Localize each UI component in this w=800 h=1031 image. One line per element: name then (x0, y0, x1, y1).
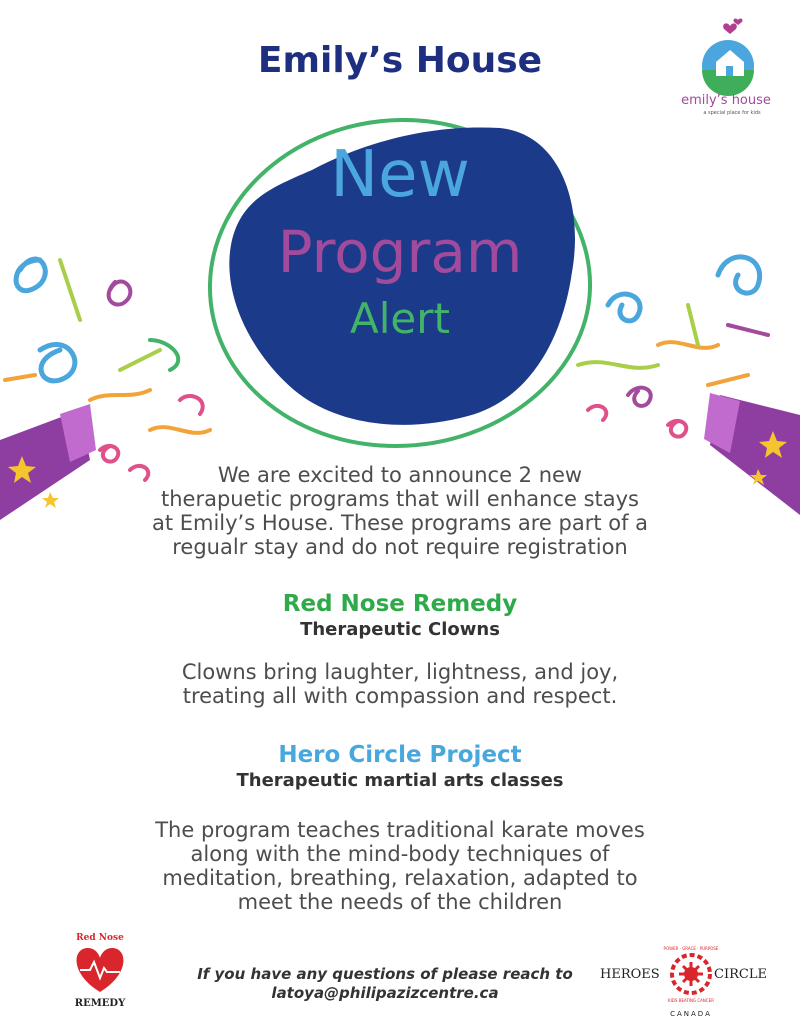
description-line: treating all with compassion and respect. (182, 684, 618, 708)
heroes-logo-right-text: CIRCLE (714, 967, 767, 982)
rednose-logo-bottom-text: REMEDY (74, 998, 126, 1009)
heroes-circle-logo (596, 940, 771, 1020)
intro-line: at Emily’s House. These programs are part of a (151, 511, 649, 535)
description-line: meet the needs of the children (237, 890, 563, 914)
heroes-logo-left-text: HEROES (600, 967, 660, 982)
rednose-logo-top-text: Red Nose (76, 933, 124, 943)
hero-word-new: New (330, 138, 470, 212)
page-title: Emily’s House (257, 40, 543, 81)
program-description-red-nose (0, 660, 800, 708)
new-program-alert-graphic (200, 112, 600, 452)
emily-logo-tagline: a special place for kids (703, 110, 761, 116)
red-nose-remedy-logo (60, 930, 140, 1010)
description-line: along with the mind-body techniques of (190, 842, 610, 866)
program-title-red-nose-remedy: Red Nose Remedy (282, 591, 518, 617)
emilys-house-logo (668, 18, 778, 118)
description-line: The program teaches traditional karate moves (155, 818, 645, 842)
hero-word-program: Program (277, 218, 523, 286)
contact-line: If you have any questions of please reach to (197, 965, 573, 983)
intro-line: therapuetic programs that will enhance stays (160, 487, 640, 511)
program-description-hero-circle (0, 818, 800, 914)
intro-paragraph (0, 463, 800, 559)
emily-logo-wordmark: emily’s house (681, 93, 771, 108)
program-subtitle-therapeutic-clowns: Therapeutic Clowns (300, 619, 500, 640)
program-subtitle-martial-arts: Therapeutic martial arts classes (236, 770, 564, 791)
program-title-hero-circle-project: Hero Circle Project (278, 742, 522, 768)
intro-line: regualr stay and do not require registration (172, 535, 628, 559)
description-line: meditation, breathing, relaxation, adapted to (162, 866, 638, 890)
contact-email[interactable]: latoya@philipazizcentre.ca (271, 984, 499, 1002)
heroes-logo-arc-bottom: KIDS BEATING CANCER (668, 998, 714, 1003)
heroes-logo-country: CANADA (670, 1010, 712, 1018)
heroes-logo-arc-top: POWER · GRACE · PURPOSE (663, 946, 719, 951)
intro-line: We are excited to announce 2 new (217, 463, 583, 487)
description-line: Clowns bring laughter, lightness, and joy, (181, 660, 619, 684)
hero-word-alert: Alert (350, 294, 450, 343)
contact-info (170, 965, 600, 1003)
